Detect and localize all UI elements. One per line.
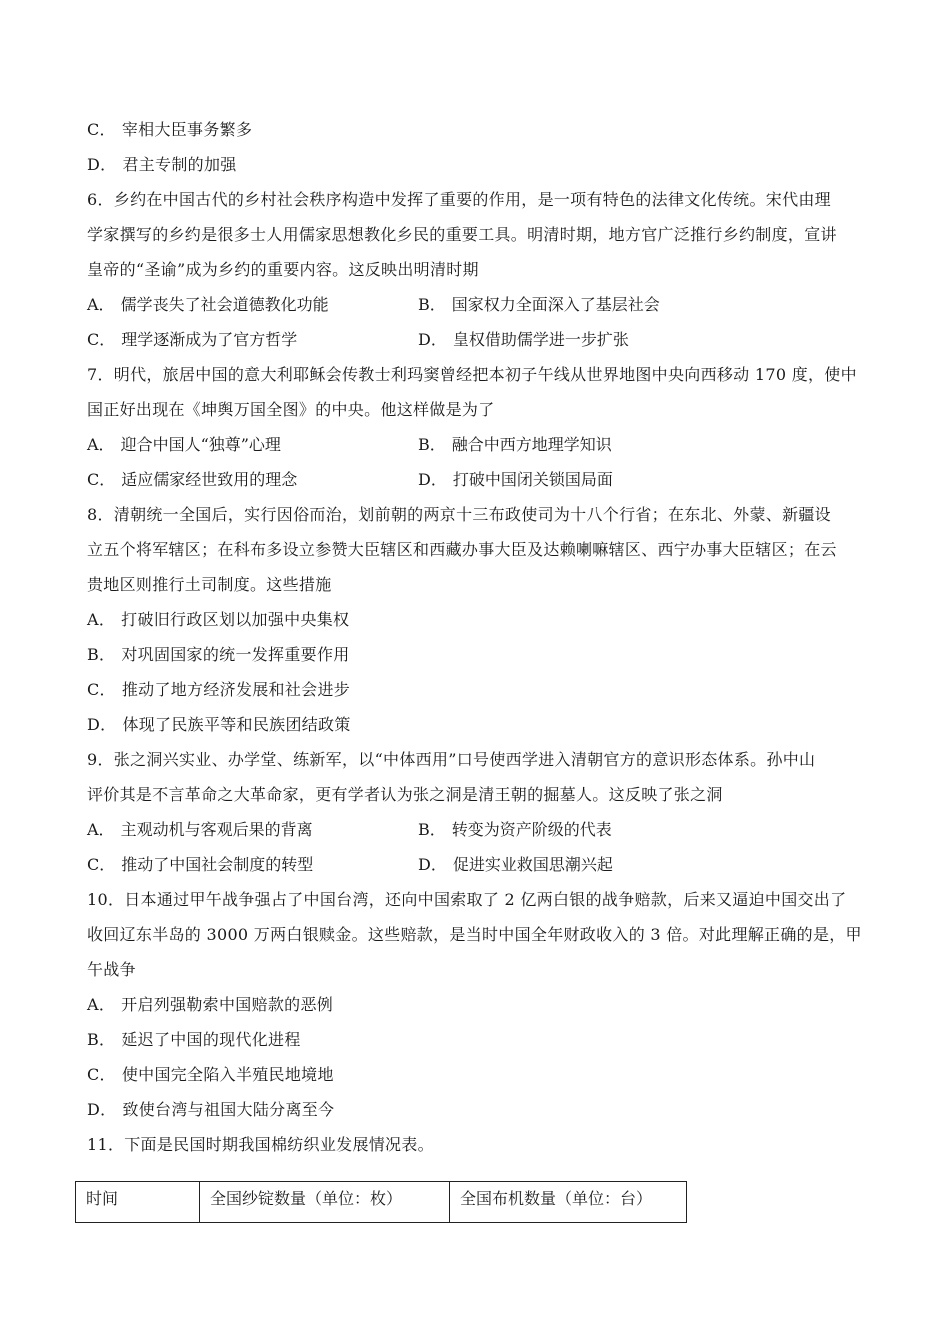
q9-options-row <box>87 847 862 882</box>
q10-option-c: C． 使中国完全陷入半殖民地境地 <box>87 1065 334 1084</box>
question-8 <box>87 497 862 742</box>
q7-options-row <box>87 462 862 497</box>
q10-option-d: D． 致使台湾与祖国大陆分离至今 <box>87 1100 335 1119</box>
q6-options-row <box>87 287 862 322</box>
q5-option-c: C． 宰相大臣事务繁多 <box>87 120 253 139</box>
q7-options-row <box>87 427 862 462</box>
exam-page <box>87 112 862 1162</box>
q8-stem-line: 立五个将军辖区；在科布多设立参赞大臣辖区和西藏办事大臣及达赖喇嘛辖区、西宁办事大臣辖区；在云 <box>87 540 837 559</box>
q6-option-a: A． 儒学丧失了社会道德教化功能 <box>87 295 329 314</box>
q9-stem-line: 9．张之洞兴实业、办学堂、练新军，以“中体西用”口号使西学进入清朝官方的意识形态体系。孙中山 <box>87 750 816 769</box>
q9-options-row <box>87 812 862 847</box>
q7-option-a: A． 迎合中国人“独尊”心理 <box>87 435 281 454</box>
q8-stem-line: 8．清朝统一全国后，实行因俗而治，划前朝的两京十三布政使司为十八个行省；在东北、外蒙、新疆设 <box>87 505 831 524</box>
question-11 <box>87 1127 862 1162</box>
q7-option-d: D． 打破中国闭关锁国局面 <box>418 470 613 489</box>
q8-option-c: C． 推动了地方经济发展和社会进步 <box>87 680 351 699</box>
q9-option-b: B． 转变为资产阶级的代表 <box>418 820 612 839</box>
q6-option-b: B． 国家权力全面深入了基层社会 <box>418 295 660 314</box>
q8-option-d: D． 体现了民族平等和民族团结政策 <box>87 715 351 734</box>
table-header-looms: 全国布机数量（单位：台） <box>450 1182 687 1223</box>
table-header-time: 时间 <box>76 1182 200 1223</box>
q10-option-a: A． 开启列强勒索中国赔款的恶例 <box>87 995 334 1014</box>
q6-option-c: C． 理学逐渐成为了官方哲学 <box>87 330 298 349</box>
table-header-spindles: 全国纱锭数量（单位：枚） <box>200 1182 450 1223</box>
q9-option-a: A． 主观动机与客观后果的背离 <box>87 820 313 839</box>
question-9 <box>87 742 862 882</box>
q7-stem-line: 国正好出现在《坤舆万国全图》的中央。他这样做是为了 <box>87 400 495 419</box>
q6-options-row <box>87 322 862 357</box>
cotton-industry-table <box>75 1181 687 1223</box>
q10-stem-line: 10．日本通过甲午战争强占了中国台湾，还向中国索取了 2 亿两白银的战争赔款，后来又逼迫中国交出了 <box>87 890 847 909</box>
table-header-row <box>76 1182 687 1223</box>
q6-stem-line: 学家撰写的乡约是很多士人用儒家思想教化乡民的重要工具。明清时期，地方官广泛推行乡约制度，宣讲 <box>87 225 837 244</box>
q9-option-d: D． 促进实业救国思潮兴起 <box>418 855 613 874</box>
question-10 <box>87 882 862 1127</box>
q9-option-c: C． 推动了中国社会制度的转型 <box>87 855 314 874</box>
q8-stem-line: 贵地区则推行土司制度。这些措施 <box>87 575 332 594</box>
q6-stem-line: 皇帝的“圣谕”成为乡约的重要内容。这反映出明清时期 <box>87 260 479 279</box>
q7-option-c: C． 适应儒家经世致用的理念 <box>87 470 298 489</box>
q7-stem-line: 7．明代，旅居中国的意大利耶稣会传教士利玛窦曾经把本初子午线从世界地图中央向西移动 170 度，使中 <box>87 365 857 384</box>
q7-option-b: B． 融合中西方地理学知识 <box>418 435 612 454</box>
q6-option-d: D． 皇权借助儒学进一步扩张 <box>418 330 629 349</box>
question-7 <box>87 357 862 497</box>
q10-option-b: B． 延迟了中国的现代化进程 <box>87 1030 301 1049</box>
q8-option-a: A． 打破旧行政区划以加强中央集权 <box>87 610 350 629</box>
q8-option-b: B． 对巩固国家的统一发挥重要作用 <box>87 645 350 664</box>
question-6 <box>87 182 862 357</box>
q11-stem-line: 11．下面是民国时期我国棉纺织业发展情况表。 <box>87 1135 434 1154</box>
q10-stem-line: 收回辽东半岛的 3000 万两白银赎金。这些赔款，是当时中国全年财政收入的 3 倍。对此理解正确的是，甲 <box>87 925 862 944</box>
q5-option-d: D． 君主专制的加强 <box>87 155 237 174</box>
q9-stem-line: 评价其是不言革命之大革命家，更有学者认为张之洞是清王朝的掘墓人。这反映了张之洞 <box>87 785 723 804</box>
q10-stem-line: 午战争 <box>87 960 136 979</box>
q6-stem-line: 6．乡约在中国古代的乡村社会秩序构造中发挥了重要的作用，是一项有特色的法律文化传统。宋代由理 <box>87 190 831 209</box>
